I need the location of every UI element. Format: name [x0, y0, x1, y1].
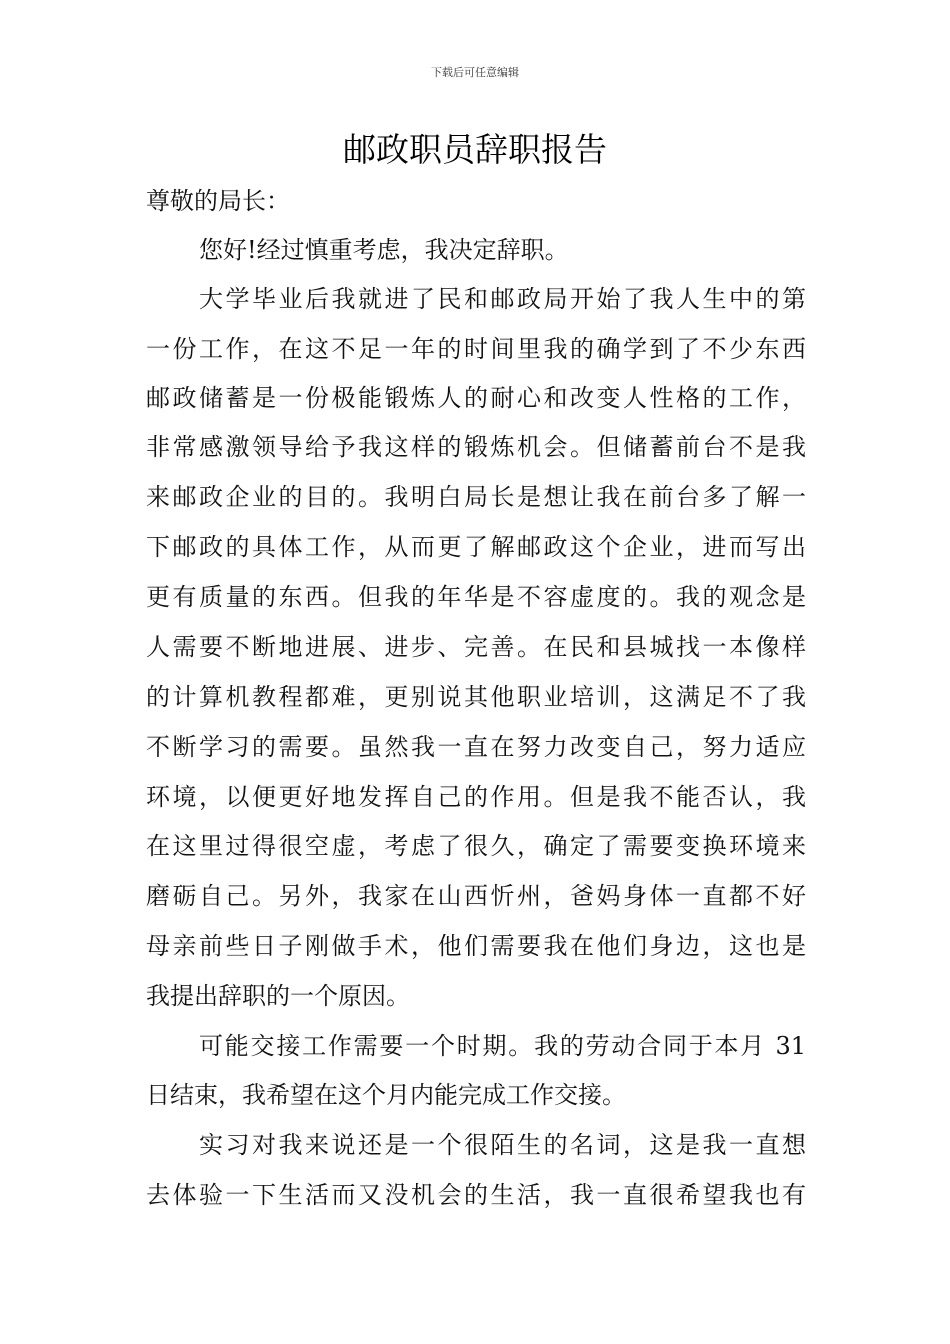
paragraph-line: 环境，以便更好地发挥自己的作用。但是我不能否认，我 — [146, 783, 806, 811]
paragraph-line: 人需要不断地进展、进步、完善。在民和县城找一本像样 — [146, 633, 806, 661]
salutation: 尊敬的局长： — [146, 187, 290, 215]
paragraph-line: 非常感激领导给予我这样的锻炼机会。但储蓄前台不是我 — [146, 433, 806, 461]
paragraph-line: 实习对我来说还是一个很陌生的名词，这是我一直想 — [199, 1131, 806, 1159]
paragraph-line: 日结束，我希望在这个月内能完成工作交接。 — [146, 1081, 626, 1109]
paragraph-line: 下邮政的具体工作，从而更了解邮政这个企业，进而写出 — [146, 533, 806, 561]
paragraph-line: 母亲前些日子刚做手术，他们需要我在他们身边，这也是 — [146, 932, 806, 960]
header-note: 下载后可任意编辑 — [431, 66, 519, 79]
paragraph-line: 可能交接工作需要一个时期。我的劳动合同于本月 31 — [199, 1032, 806, 1060]
paragraph-line: 磨砺自己。另外，我家在山西忻州，爸妈身体一直都不好 — [146, 882, 806, 910]
paragraph-line: 更有质量的东西。但我的年华是不容虚度的。我的观念是 — [146, 583, 806, 611]
paragraph-line: 大学毕业后我就进了民和邮政局开始了我人生中的第 — [199, 285, 806, 313]
paragraph-line: 来邮政企业的目的。我明白局长是想让我在前台多了解一 — [146, 483, 806, 511]
paragraph-line: 的计算机教程都难，更别说其他职业培训，这满足不了我 — [146, 683, 806, 711]
paragraph-line: 邮政储蓄是一份极能锻炼人的耐心和改变人性格的工作， — [146, 384, 806, 412]
paragraph-line: 一份工作，在这不足一年的时间里我的确学到了不少东西 — [146, 335, 806, 363]
paragraph-line: 您好!经过慎重考虑，我决定辞职。 — [199, 236, 569, 264]
paragraph-line: 去体验一下生活而又没机会的生活，我一直很希望我也有 — [146, 1181, 806, 1209]
document-title: 邮政职员辞职报告 — [343, 130, 607, 169]
paragraph-line: 不断学习的需要。虽然我一直在努力改变自己，努力适应 — [146, 733, 806, 761]
paragraph-line: 在这里过得很空虚，考虑了很久，确定了需要变换环境来 — [146, 832, 806, 860]
paragraph-line: 我提出辞职的一个原因。 — [146, 982, 410, 1010]
